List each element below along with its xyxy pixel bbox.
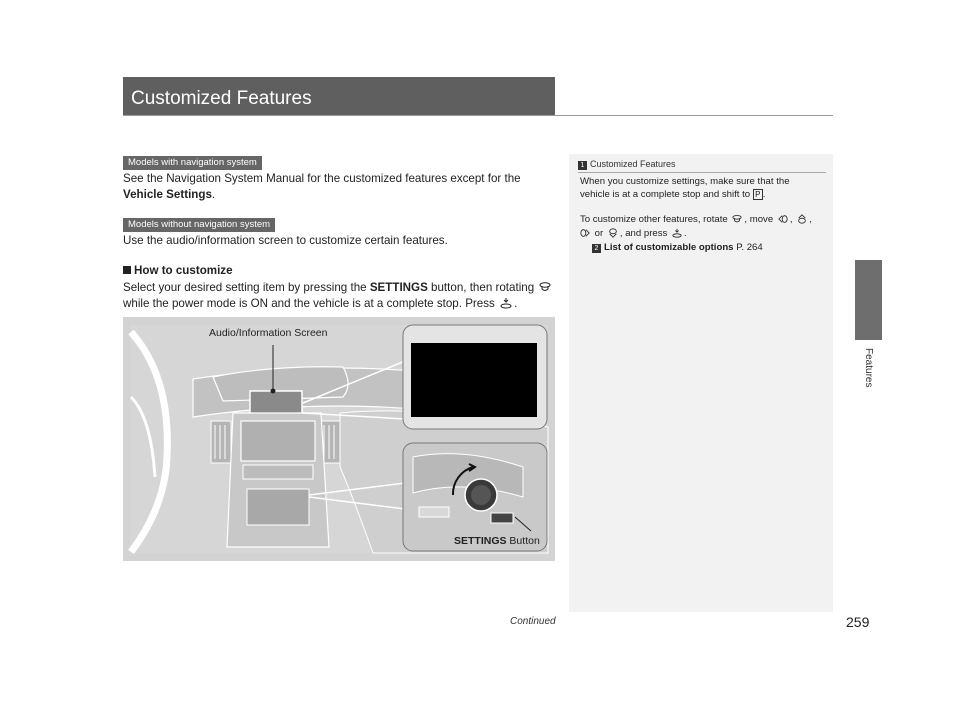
howto-line2-a: while the power mode is ON and the vehicle is at a complete stop. Press [123,297,499,310]
note-ref-link[interactable] [592,241,763,255]
settings-label: SETTINGS [369,281,428,294]
label-settings-button [454,535,540,547]
note-rule [578,172,826,173]
continued-label: Continued [510,616,556,627]
howto-line1-a: Select your desired setting item by pressing the [123,281,370,294]
page-title: Customized Features [131,88,312,109]
period: . [211,188,216,201]
dial-right-icon [580,228,590,238]
dial-press-icon [500,297,512,309]
howto-heading-text: How to customize [134,264,233,277]
vehicle-settings-label: Vehicle Settings [123,188,212,201]
note-title-text: Customized Features [590,159,676,169]
howto-line1 [123,280,553,296]
note-line3-b: , move [744,214,776,225]
note-line4 [580,227,687,241]
dashboard-figure [123,317,555,561]
section-tab-marker [855,260,882,340]
howto-heading [123,264,233,277]
howto-line1-b: button, then rotating [427,281,538,294]
section-tab-label: Features [863,348,874,388]
dashboard-illustration [123,317,555,561]
howto-line2 [123,296,517,312]
howto-line2-b: . [514,297,518,310]
note-line4-b: , and press [619,228,671,239]
dial-up-icon [797,214,807,224]
ref-customizable-options[interactable]: List of customizable options [604,242,734,253]
note-line1: When you customize settings, make sure that the [580,176,790,187]
note-marker-icon: 1 [578,161,587,170]
bullet-square-icon [123,266,131,274]
note-title [578,159,676,170]
note-line3-c: , [789,214,796,225]
note-line2 [580,188,765,202]
note-line3 [580,213,812,227]
label-button-rest: Button [506,535,540,547]
badge-with-navigation: Models with navigation system [123,156,262,170]
interface-dial-rotate-icon [539,281,551,293]
nav-text-line2 [123,187,215,203]
label-settings-bold: SETTINGS [454,535,507,547]
dial-down-icon [608,228,618,238]
title-rule [123,115,833,116]
dial-left-icon [778,214,788,224]
note-line2-b: . [762,189,766,200]
ref-page: P. 264 [733,242,763,253]
label-audio-info-screen: Audio/Information Screen [209,327,328,339]
nav-text-line1: See the Navigation System Manual for the customized features except for the [123,172,521,185]
reference-arrow-icon: 2 [592,244,601,253]
note-line2-a: vehicle is at a complete stop and shift to [580,189,753,200]
interface-dial-rotate-icon [732,214,742,224]
park-position-icon: P [753,189,763,200]
note-line3-d: , [809,214,812,225]
badge-without-navigation: Models without navigation system [123,218,275,232]
no-nav-text: Use the audio/information screen to customize certain features. [123,234,448,247]
page-number: 259 [846,614,870,630]
dial-press-icon [672,228,682,238]
note-line3-a: To customize other features, rotate [580,214,731,225]
note-line4-a: or [592,228,606,239]
note-line4-c: . [684,228,687,239]
